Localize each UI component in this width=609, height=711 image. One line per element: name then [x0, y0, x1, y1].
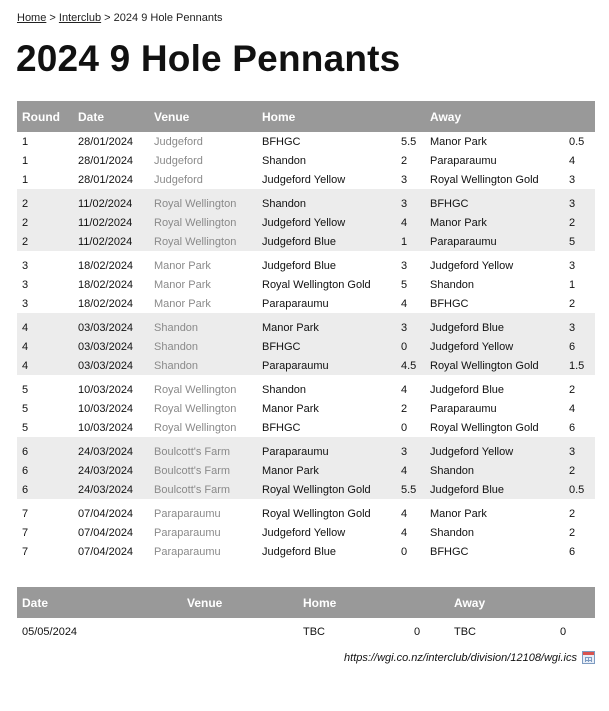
home-score-cell: 2 — [401, 154, 408, 167]
home-score-cell: 4 — [401, 383, 408, 396]
away-score-cell: 5 — [564, 232, 595, 251]
home-score-cell: 4 — [401, 297, 408, 310]
home-team-cell: Shandon — [262, 154, 307, 167]
home-team-cell: Royal Wellington Gold — [257, 480, 396, 499]
away-score-cell: 4 — [569, 154, 576, 167]
table-row — [17, 170, 595, 189]
away-team-cell: Judgeford Yellow — [425, 337, 564, 356]
round-cell: 7 — [22, 545, 29, 558]
home-score-cell: 4.5 — [396, 356, 425, 375]
date-cell: 03/03/2024 — [73, 337, 149, 356]
away-score-cell: 2 — [569, 526, 576, 539]
home-team-cell: Paraparaumu — [262, 297, 329, 310]
home-team-cell: TBC — [303, 626, 325, 638]
table-row — [17, 232, 595, 251]
away-team-cell: Shandon — [430, 278, 475, 291]
column-header: Venue — [149, 101, 257, 132]
date-cell: 10/03/2024 — [78, 402, 134, 415]
home-team-cell: Paraparaumu — [257, 356, 396, 375]
table-row — [17, 399, 595, 418]
ics-calendar-link[interactable] — [344, 651, 595, 664]
away-team-cell: Paraparaumu — [425, 232, 564, 251]
away-team-cell: Royal Wellington Gold — [425, 356, 564, 375]
away-team-cell: BFHGC — [430, 545, 469, 558]
round-cell: 3 — [22, 259, 29, 272]
away-team-cell: TBC — [454, 626, 476, 638]
away-score-cell: 6 — [569, 545, 576, 558]
away-score-cell: 3 — [564, 194, 595, 213]
away-team-cell: Royal Wellington Gold — [430, 173, 539, 186]
round-cell: 3 — [22, 297, 29, 310]
away-team-cell: Judgeford Blue — [425, 480, 564, 499]
date-cell: 28/01/2024 — [78, 173, 134, 186]
round-cell: 3 — [22, 278, 29, 291]
round-cell: 2 — [17, 213, 73, 232]
date-cell: 28/01/2024 — [78, 135, 134, 148]
date-cell: 24/03/2024 — [73, 461, 149, 480]
home-score-cell: 4 — [396, 461, 425, 480]
home-score-cell: 5.5 — [396, 480, 425, 499]
away-team-cell: BFHGC — [425, 194, 564, 213]
breadcrumb-separator: > — [104, 12, 111, 24]
table-row — [17, 275, 595, 294]
table-row — [17, 504, 595, 523]
round-cell: 1 — [22, 154, 29, 167]
date-cell: 24/03/2024 — [73, 442, 149, 461]
home-score-cell: 0 — [414, 626, 421, 638]
away-team-cell: Royal Wellington Gold — [430, 421, 539, 434]
date-cell: 07/04/2024 — [78, 545, 134, 558]
home-team-cell: Judgeford Blue — [257, 232, 396, 251]
column-header: Home — [257, 101, 396, 132]
home-team-cell: Manor Park — [257, 461, 396, 480]
venue-cell: Royal Wellington — [154, 383, 237, 396]
additional-header-row — [17, 587, 595, 618]
date-cell: 11/02/2024 — [73, 232, 149, 251]
away-team-cell: Judgeford Yellow — [430, 259, 514, 272]
round-cell: 6 — [17, 480, 73, 499]
away-score-cell: 4 — [569, 402, 576, 415]
away-team-cell: Manor Park — [430, 135, 487, 148]
fixtures-header-row — [17, 101, 595, 132]
date-cell: 18/02/2024 — [78, 297, 134, 310]
away-team-cell: BFHGC — [430, 297, 469, 310]
round-cell: 1 — [22, 173, 29, 186]
home-team-cell: Judgeford Blue — [262, 545, 336, 558]
round-cell: 7 — [22, 526, 29, 539]
home-team-cell: BFHGC — [262, 421, 301, 434]
table-row — [17, 380, 595, 399]
round-cell: 1 — [22, 135, 29, 148]
fixtures-table — [17, 101, 595, 561]
venue-cell: Boulcott's Farm — [149, 480, 257, 499]
venue-cell: Paraparaumu — [154, 507, 221, 520]
round-cell: 5 — [22, 421, 29, 434]
home-team-cell: Judgeford Yellow — [262, 173, 346, 186]
home-team-cell: Judgeford Yellow — [262, 526, 346, 539]
round-cell: 4 — [17, 337, 73, 356]
venue-cell: Royal Wellington — [149, 194, 257, 213]
venue-cell: Paraparaumu — [154, 545, 221, 558]
venue-cell: Judgeford — [154, 173, 203, 186]
table-row — [17, 461, 595, 480]
away-team-cell: Judgeford Yellow — [425, 442, 564, 461]
venue-cell: Judgeford — [154, 154, 203, 167]
breadcrumb-interclub-link[interactable]: Interclub — [58, 12, 102, 24]
round-cell: 2 — [17, 194, 73, 213]
table-row — [17, 442, 595, 461]
home-score-cell: 3 — [396, 318, 425, 337]
date-cell: 07/04/2024 — [78, 526, 134, 539]
table-row — [17, 213, 595, 232]
away-team-cell: Paraparaumu — [430, 154, 497, 167]
home-score-cell: 4 — [401, 526, 408, 539]
away-score-cell: 3 — [564, 318, 595, 337]
date-cell: 10/03/2024 — [78, 421, 134, 434]
breadcrumb-current: 2024 9 Hole Pennants — [113, 12, 223, 24]
venue-cell: Manor Park — [154, 297, 211, 310]
home-score-cell: 2 — [401, 402, 408, 415]
venue-cell: Manor Park — [154, 278, 211, 291]
home-score-cell: 0 — [401, 545, 408, 558]
away-score-cell: 0.5 — [564, 480, 595, 499]
away-team-cell: Manor Park — [425, 213, 564, 232]
date-cell: 03/03/2024 — [73, 318, 149, 337]
home-score-cell: 3 — [396, 194, 425, 213]
venue-cell: Shandon — [149, 337, 257, 356]
round-cell: 7 — [22, 507, 29, 520]
round-cell: 6 — [17, 442, 73, 461]
breadcrumb — [17, 12, 223, 24]
column-header — [396, 101, 425, 132]
home-score-cell: 5.5 — [401, 135, 417, 148]
column-header: Home — [298, 587, 409, 618]
venue-cell — [182, 618, 298, 646]
home-team-cell: Manor Park — [257, 318, 396, 337]
away-score-cell: 3 — [569, 173, 576, 186]
home-team-cell: Shandon — [262, 383, 307, 396]
away-score-cell: 2 — [569, 383, 576, 396]
column-header: Venue — [182, 587, 298, 618]
venue-cell: Royal Wellington — [154, 402, 237, 415]
venue-cell: Shandon — [149, 318, 257, 337]
venue-cell: Shandon — [149, 356, 257, 375]
home-team-cell: Judgeford Blue — [262, 259, 336, 272]
away-team-cell: Judgeford Blue — [430, 383, 504, 396]
column-header: Away — [425, 101, 564, 132]
date-cell: 11/02/2024 — [73, 194, 149, 213]
date-cell: 18/02/2024 — [78, 259, 134, 272]
home-team-cell: Shandon — [257, 194, 396, 213]
date-cell: 07/04/2024 — [78, 507, 134, 520]
home-score-cell: 3 — [396, 442, 425, 461]
table-row — [17, 337, 595, 356]
away-team-cell: Judgeford Blue — [425, 318, 564, 337]
additional-body — [17, 618, 595, 646]
away-score-cell: 2 — [564, 213, 595, 232]
away-score-cell: 0 — [560, 626, 567, 638]
round-cell: 5 — [22, 402, 29, 415]
date-cell: 18/02/2024 — [78, 278, 134, 291]
date-cell: 10/03/2024 — [78, 383, 134, 396]
home-score-cell: 5 — [401, 278, 408, 291]
venue-cell: Boulcott's Farm — [149, 461, 257, 480]
round-cell: 6 — [17, 461, 73, 480]
venue-cell: Boulcott's Farm — [149, 442, 257, 461]
home-score-cell: 3 — [401, 173, 408, 186]
away-team-cell: Manor Park — [430, 507, 487, 520]
away-team-cell: Shandon — [425, 461, 564, 480]
away-score-cell: 1.5 — [564, 356, 595, 375]
fixtures-body — [17, 132, 595, 561]
date-cell: 28/01/2024 — [78, 154, 134, 167]
away-score-cell: 3 — [569, 259, 576, 272]
away-team-cell: Shandon — [430, 526, 475, 539]
table-row — [17, 151, 595, 170]
date-cell: 05/05/2024 — [22, 626, 78, 638]
venue-cell: Royal Wellington — [149, 232, 257, 251]
away-score-cell: 2 — [569, 507, 576, 520]
calendar-icon[interactable] — [582, 651, 595, 664]
table-row — [17, 256, 595, 275]
venue-cell: Paraparaumu — [154, 526, 221, 539]
breadcrumb-home-link[interactable]: Home — [17, 12, 47, 24]
home-team-cell: Judgeford Yellow — [257, 213, 396, 232]
breadcrumb-separator: > — [49, 12, 56, 24]
away-score-cell: 2 — [569, 297, 576, 310]
table-row — [17, 194, 595, 213]
column-header — [564, 101, 595, 132]
date-cell: 03/03/2024 — [73, 356, 149, 375]
away-score-cell: 6 — [564, 337, 595, 356]
table-row — [17, 480, 595, 499]
home-score-cell: 1 — [396, 232, 425, 251]
home-team-cell: Paraparaumu — [257, 442, 396, 461]
table-row — [17, 418, 595, 437]
venue-cell: Judgeford — [154, 135, 203, 148]
ics-url[interactable]: https://wgi.co.nz/interclub/division/12108/wgi.ics — [344, 651, 577, 664]
table-row — [17, 523, 595, 542]
additional-fixtures-table — [17, 587, 595, 646]
table-row — [17, 318, 595, 337]
home-team-cell: Manor Park — [262, 402, 319, 415]
away-score-cell: 6 — [569, 421, 576, 434]
column-header: Away — [449, 587, 555, 618]
round-cell: 4 — [17, 356, 73, 375]
column-header — [555, 587, 595, 618]
home-team-cell: BFHGC — [262, 135, 301, 148]
home-team-cell: Royal Wellington Gold — [262, 507, 371, 520]
round-cell: 2 — [17, 232, 73, 251]
column-header: Round — [17, 101, 73, 132]
column-header: Date — [73, 101, 149, 132]
home-score-cell: 0 — [396, 337, 425, 356]
table-row — [17, 618, 595, 646]
away-score-cell: 1 — [569, 278, 576, 291]
away-score-cell: 2 — [564, 461, 595, 480]
home-score-cell: 0 — [401, 421, 408, 434]
away-team-cell: Paraparaumu — [430, 402, 497, 415]
table-row — [17, 294, 595, 313]
page-title: 2024 9 Hole Pennants — [16, 38, 401, 79]
round-cell: 4 — [17, 318, 73, 337]
home-team-cell: Royal Wellington Gold — [262, 278, 371, 291]
table-row — [17, 356, 595, 375]
away-score-cell: 3 — [564, 442, 595, 461]
home-score-cell: 4 — [396, 213, 425, 232]
away-score-cell: 0.5 — [569, 135, 585, 148]
table-row — [17, 132, 595, 151]
home-team-cell: BFHGC — [257, 337, 396, 356]
home-score-cell: 3 — [401, 259, 408, 272]
table-row — [17, 542, 595, 561]
date-cell: 11/02/2024 — [73, 213, 149, 232]
date-cell: 24/03/2024 — [73, 480, 149, 499]
venue-cell: Manor Park — [154, 259, 211, 272]
venue-cell: Royal Wellington — [154, 421, 237, 434]
venue-cell: Royal Wellington — [149, 213, 257, 232]
column-header: Date — [17, 587, 182, 618]
round-cell: 5 — [22, 383, 29, 396]
home-score-cell: 4 — [401, 507, 408, 520]
column-header — [409, 587, 449, 618]
